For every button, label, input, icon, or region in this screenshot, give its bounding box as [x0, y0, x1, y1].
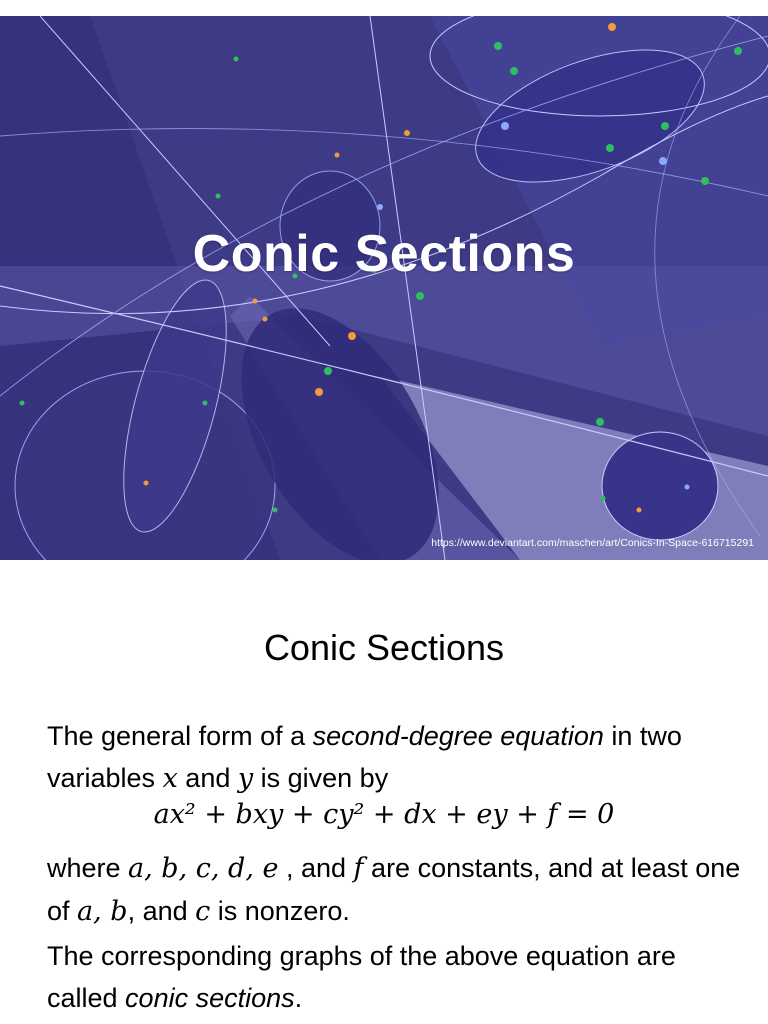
text: , and — [278, 853, 354, 883]
paragraph-conic-definition — [47, 935, 747, 1019]
text: are constants, and at least one of — [47, 853, 741, 926]
text: , and — [127, 896, 196, 926]
conics-background-art — [0, 16, 768, 560]
text: is given by — [253, 763, 389, 793]
math-a-b: a, b — [77, 896, 128, 927]
emphasis-term: conic sections — [125, 983, 295, 1013]
text: in two variables — [47, 721, 682, 793]
text: The corresponding graphs of the above equation are called — [47, 941, 676, 1013]
text: The general form of a — [47, 721, 313, 751]
text: and — [177, 763, 238, 793]
image-credit-link[interactable]: https://www.deviantart.com/maschen/art/Conics-In-Space-616715291 — [431, 537, 754, 549]
paragraph-constants — [47, 847, 747, 933]
variable-y: y — [237, 763, 254, 794]
title-slide — [0, 16, 768, 560]
math-f: f — [353, 853, 364, 884]
slide-title: Conic Sections — [192, 225, 576, 283]
emphasis-term: second-degree equation — [312, 721, 604, 751]
variable-x: x — [162, 763, 178, 794]
math-c: c — [195, 896, 211, 927]
section-heading: Conic Sections — [263, 627, 505, 668]
text: . — [294, 983, 303, 1013]
math-constants: a, b, c, d, e — [128, 853, 279, 884]
paragraph-general-form — [47, 715, 747, 800]
text: is nonzero. — [210, 896, 350, 926]
second-degree-equation: ax² + bxy + cy² + dx + ey + f = 0 — [153, 799, 615, 830]
text: where — [47, 853, 129, 883]
